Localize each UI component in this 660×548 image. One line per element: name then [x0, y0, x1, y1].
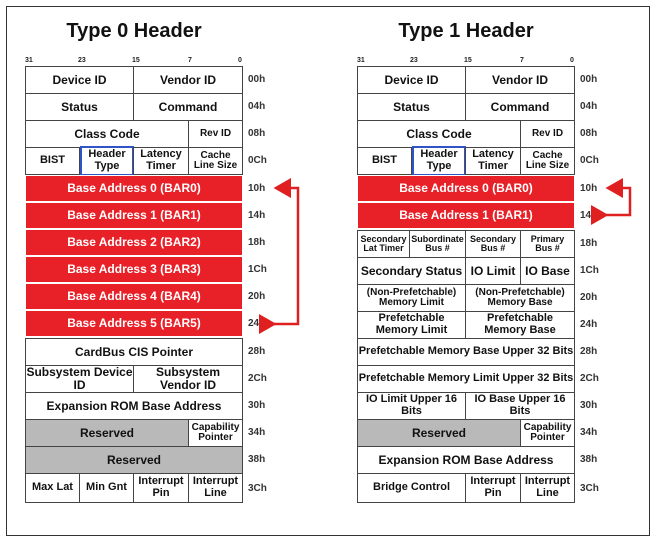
t1-io-limit: IO Limit — [465, 257, 521, 285]
t0-cache-line-size: Cache Line Size — [188, 147, 243, 175]
t1-primary-bus: Primary Bus # — [520, 230, 575, 258]
t1-memory-limit: (Non-Prefetchable) Memory Limit — [357, 284, 466, 312]
type0-bar-arrow — [274, 188, 298, 324]
t0-offset-28h: 28h — [248, 346, 266, 357]
t1-io-base-upper: IO Base Upper 16 Bits — [465, 392, 575, 420]
t1-offset-24h: 24h — [580, 319, 598, 330]
t0-bist: BIST — [25, 147, 80, 175]
t1-offset-04h: 04h — [580, 101, 598, 112]
t1-bar0: Base Address 0 (BAR0) — [357, 175, 575, 202]
t1-interrupt-line: Interrupt Line — [520, 473, 575, 503]
t0-bar4: Base Address 4 (BAR4) — [25, 283, 243, 310]
t1-offset-14h: 14h — [580, 210, 598, 221]
bit-7: 7 — [188, 57, 192, 64]
t1-offset-10h: 10h — [580, 183, 598, 194]
t1-expansion-rom: Expansion ROM Base Address — [357, 446, 575, 474]
t0-status: Status — [25, 93, 134, 121]
bit-15: 15 — [132, 57, 140, 64]
type0-title: Type 0 Header — [66, 20, 202, 42]
t1-bridge-control: Bridge Control — [357, 473, 466, 503]
t0-offset-14h: 14h — [248, 210, 266, 221]
t0-expansion-rom: Expansion ROM Base Address — [25, 392, 243, 420]
t0-offset-30h: 30h — [248, 400, 266, 411]
t1-offset-28h: 28h — [580, 346, 598, 357]
t1-offset-3Ch: 3Ch — [580, 483, 599, 494]
t1-io-limit-upper: IO Limit Upper 16 Bits — [357, 392, 466, 420]
t1-offset-18h: 18h — [580, 238, 598, 249]
t0-offset-20h: 20h — [248, 291, 266, 302]
t0-offset-1Ch: 1Ch — [248, 264, 267, 275]
t1-secondary-lat-timer: Secondary Lat Timer — [357, 230, 410, 258]
bit-0: 0 — [238, 57, 242, 64]
t0-command: Command — [133, 93, 243, 121]
t1-secondary-status: Secondary Status — [357, 257, 466, 285]
t1-offset-34h: 34h — [580, 427, 598, 438]
t0-reserved-38: Reserved — [25, 446, 243, 474]
t0-max-lat: Max Lat — [25, 473, 80, 503]
t0-offset-24h: 24h — [248, 318, 266, 329]
t1-status: Status — [357, 93, 466, 121]
t0-interrupt-pin: Interrupt Pin — [133, 473, 189, 503]
t0-device-id: Device ID — [25, 66, 134, 94]
bit-7: 7 — [520, 57, 524, 64]
t1-bar1: Base Address 1 (BAR1) — [357, 202, 575, 229]
t0-bar5: Base Address 5 (BAR5) — [25, 310, 243, 337]
t1-command: Command — [465, 93, 575, 121]
t0-offset-38h: 38h — [248, 454, 266, 465]
t0-capability-pointer: Capability Pointer — [188, 419, 243, 447]
t1-prefetchable-memory-limit: Prefetchable Memory Limit — [357, 311, 466, 339]
t1-offset-0Ch: 0Ch — [580, 155, 599, 166]
t1-device-id: Device ID — [357, 66, 466, 94]
t1-subordinate-bus: Subordinate Bus # — [409, 230, 466, 258]
t0-offset-0Ch: 0Ch — [248, 155, 267, 166]
t1-memory-base: (Non-Prefetchable) Memory Base — [465, 284, 575, 312]
t0-interrupt-line: Interrupt Line — [188, 473, 243, 503]
t0-offset-3Ch: 3Ch — [248, 483, 267, 494]
t0-offset-10h: 10h — [248, 183, 266, 194]
t0-min-gnt: Min Gnt — [79, 473, 134, 503]
type1-title: Type 1 Header — [398, 20, 534, 42]
t0-offset-00h: 00h — [248, 74, 266, 85]
t1-capability-pointer: Capability Pointer — [520, 419, 575, 447]
t0-vendor-id: Vendor ID — [133, 66, 243, 94]
bit-23: 23 — [410, 57, 418, 64]
t1-bist: BIST — [357, 147, 412, 175]
t0-bar1: Base Address 1 (BAR1) — [25, 202, 243, 229]
t0-offset-08h: 08h — [248, 128, 266, 139]
t0-offset-18h: 18h — [248, 237, 266, 248]
type1-bar-arrow — [606, 188, 630, 215]
t1-offset-2Ch: 2Ch — [580, 373, 599, 384]
t0-subsystem-vendor-id: Subsystem Vendor ID — [133, 365, 243, 393]
t1-offset-20h: 20h — [580, 292, 598, 303]
t1-offset-08h: 08h — [580, 128, 598, 139]
t1-reserved: Reserved — [357, 419, 521, 447]
t1-interrupt-pin: Interrupt Pin — [465, 473, 521, 503]
t0-bar2: Base Address 2 (BAR2) — [25, 229, 243, 256]
t1-offset-38h: 38h — [580, 454, 598, 465]
t1-secondary-bus: Secondary Bus # — [465, 230, 521, 258]
t1-prefetchable-base-upper: Prefetchable Memory Base Upper 32 Bits — [357, 338, 575, 366]
t0-offset-34h: 34h — [248, 427, 266, 438]
t0-offset-04h: 04h — [248, 101, 266, 112]
t1-prefetchable-limit-upper: Prefetchable Memory Limit Upper 32 Bits — [357, 365, 575, 393]
t1-class-code: Class Code — [357, 120, 521, 148]
t1-rev-id: Rev ID — [520, 120, 575, 148]
t1-offset-1Ch: 1Ch — [580, 265, 599, 276]
t1-vendor-id: Vendor ID — [465, 66, 575, 94]
t0-header-type: Header Type — [80, 146, 134, 176]
t0-cardbus-cis-pointer: CardBus CIS Pointer — [25, 338, 243, 366]
t0-rev-id: Rev ID — [188, 120, 243, 148]
t1-header-type: Header Type — [412, 146, 466, 176]
t0-class-code: Class Code — [25, 120, 189, 148]
t0-reserved-34: Reserved — [25, 419, 189, 447]
t0-bar0: Base Address 0 (BAR0) — [25, 175, 243, 202]
t1-io-base: IO Base — [520, 257, 575, 285]
t0-bar3: Base Address 3 (BAR3) — [25, 256, 243, 283]
t0-offset-2Ch: 2Ch — [248, 373, 267, 384]
bit-0: 0 — [570, 57, 574, 64]
t0-latency-timer: Latency Timer — [133, 147, 189, 175]
t1-offset-30h: 30h — [580, 400, 598, 411]
bit-31: 31 — [357, 57, 365, 64]
t1-cache-line-size: Cache Line Size — [520, 147, 575, 175]
bit-15: 15 — [464, 57, 472, 64]
t1-prefetchable-memory-base: Prefetchable Memory Base — [465, 311, 575, 339]
bit-23: 23 — [78, 57, 86, 64]
t1-latency-timer: Latency Timer — [465, 147, 521, 175]
t1-offset-00h: 00h — [580, 74, 598, 85]
bit-31: 31 — [25, 57, 33, 64]
t0-subsystem-device-id: Subsystem Device ID — [26, 365, 133, 392]
